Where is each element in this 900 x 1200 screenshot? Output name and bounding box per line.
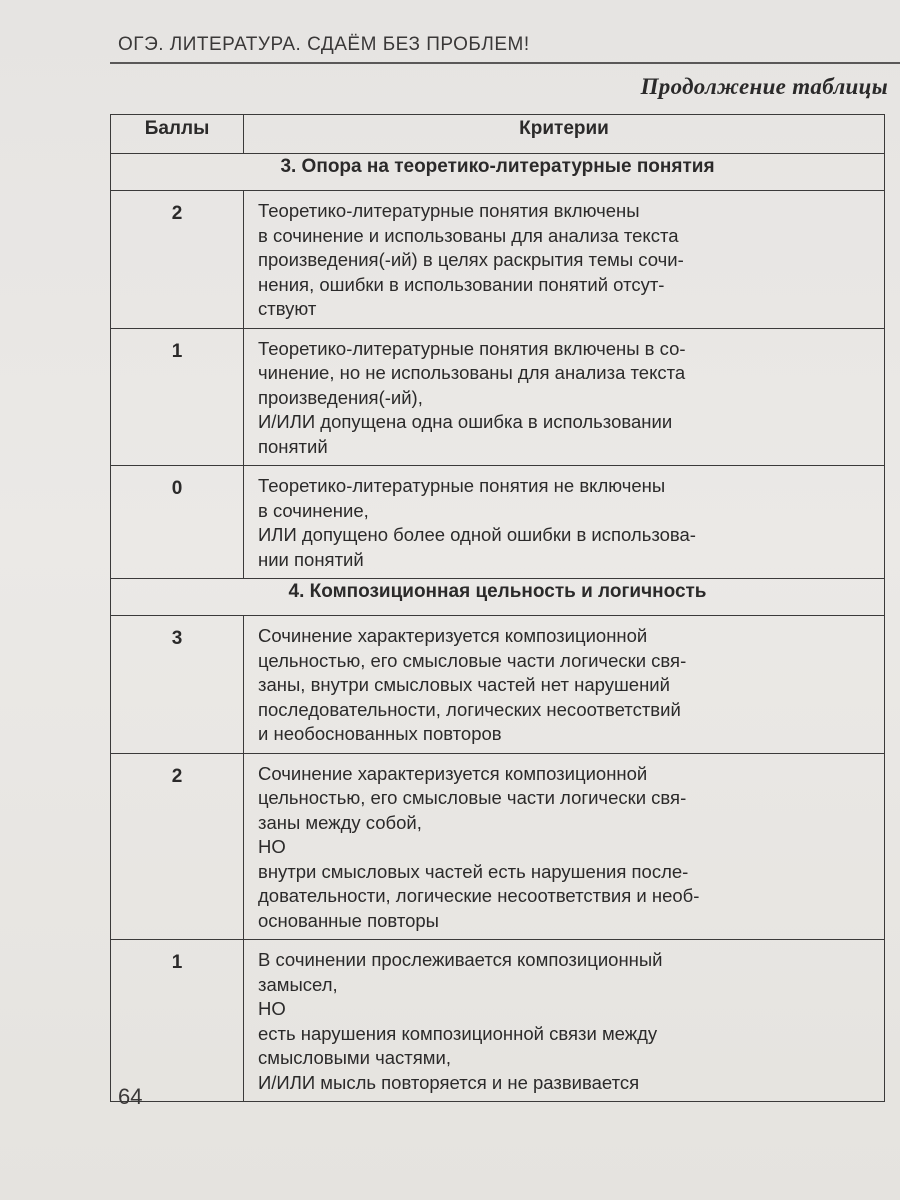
- table-continuation-label: Продолжение таблицы: [640, 74, 888, 99]
- criteria-line: произведения(-ий) в целях раскрытия темы сочи-: [258, 249, 684, 270]
- table-row: [111, 753, 885, 940]
- criteria-line: произведения(-ий),: [258, 386, 423, 408]
- table-row: [111, 466, 885, 579]
- criteria-cell: [244, 940, 885, 1102]
- criteria-line: ИЛИ допущено более одной ошибки в использова-: [258, 524, 696, 545]
- criteria-line: и необоснованных повторов: [258, 723, 502, 744]
- score-cell: 2: [111, 753, 244, 940]
- criteria-line: НО: [258, 836, 286, 857]
- criteria-line: И/ИЛИ мысль повторяется и не развивается: [258, 1071, 640, 1093]
- criteria-line: ствуют: [258, 298, 317, 319]
- criteria-cell: [244, 191, 885, 329]
- criteria-line: цельностью, его смысловые части логически свя-: [258, 649, 687, 671]
- criteria-line: нения, ошибки в использовании понятий отсут-: [258, 273, 665, 295]
- criteria-cell: [244, 616, 885, 754]
- criteria-line: НО: [258, 998, 286, 1019]
- table-row: [111, 328, 885, 466]
- criteria-cell: [244, 753, 885, 940]
- page-number: 64: [118, 1084, 143, 1109]
- criteria-line: в сочинение и использованы для анализа текста: [258, 224, 679, 246]
- criteria-table: [110, 114, 885, 1102]
- section-row: [111, 154, 885, 191]
- score-cell: 2: [111, 191, 244, 329]
- criteria-line: замысел,: [258, 973, 338, 995]
- score-cell: 3: [111, 616, 244, 754]
- criteria-line: понятий: [258, 435, 328, 457]
- score-cell: 1: [111, 328, 244, 466]
- criteria-line: Теоретико-литературные понятия не включены: [258, 475, 666, 496]
- score-cell: 0: [111, 466, 244, 579]
- criteria-line: в сочинение,: [258, 499, 369, 521]
- criteria-line: В сочинении прослеживается композиционный: [258, 949, 663, 970]
- table-row: [111, 191, 885, 329]
- table-row: [111, 616, 885, 754]
- criteria-line: чинение, но не использованы для анализа текста: [258, 362, 686, 383]
- criteria-line: основанные повторы: [258, 909, 439, 931]
- column-header-score: Баллы: [111, 115, 244, 154]
- criteria-line: И/ИЛИ допущена одна ошибка в использовании: [258, 411, 673, 432]
- criteria-line: Теоретико-литературные понятия включены: [258, 200, 640, 221]
- criteria-line: цельностью, его смысловые части логически свя-: [258, 787, 687, 808]
- criteria-line: смысловыми частями,: [258, 1047, 451, 1068]
- criteria-line: Сочинение характеризуется композиционной: [258, 762, 648, 784]
- criteria-line: заны, внутри смысловых частей нет нарушений: [258, 674, 670, 695]
- criteria-line: заны между собой,: [258, 811, 422, 833]
- criteria-cell: [244, 328, 885, 466]
- column-header-criteria: Критерии: [244, 115, 885, 154]
- header-rule: [110, 62, 900, 64]
- section-title: 4. Композиционная цельность и логичность: [111, 579, 885, 616]
- section-row: [111, 579, 885, 616]
- criteria-line: последовательности, логических несоответствий: [258, 698, 681, 720]
- score-cell: 1: [111, 940, 244, 1102]
- criteria-cell: [244, 466, 885, 579]
- table-header-row: [111, 115, 885, 154]
- section-title: 3. Опора на теоретико-литературные понятия: [111, 154, 885, 191]
- criteria-line: нии понятий: [258, 548, 364, 570]
- criteria-line: есть нарушения композиционной связи между: [258, 1022, 658, 1044]
- running-header: ОГЭ. ЛИТЕРАТУРА. СДАЁМ БЕЗ ПРОБЛЕМ!: [118, 34, 530, 55]
- table-row: [111, 940, 885, 1102]
- criteria-line: внутри смысловых частей есть нарушения после-: [258, 860, 689, 882]
- criteria-line: Сочинение характеризуется композиционной: [258, 625, 648, 646]
- criteria-line: довательности, логические несоответствия и необ-: [258, 885, 700, 906]
- criteria-line: Теоретико-литературные понятия включены в со-: [258, 337, 686, 359]
